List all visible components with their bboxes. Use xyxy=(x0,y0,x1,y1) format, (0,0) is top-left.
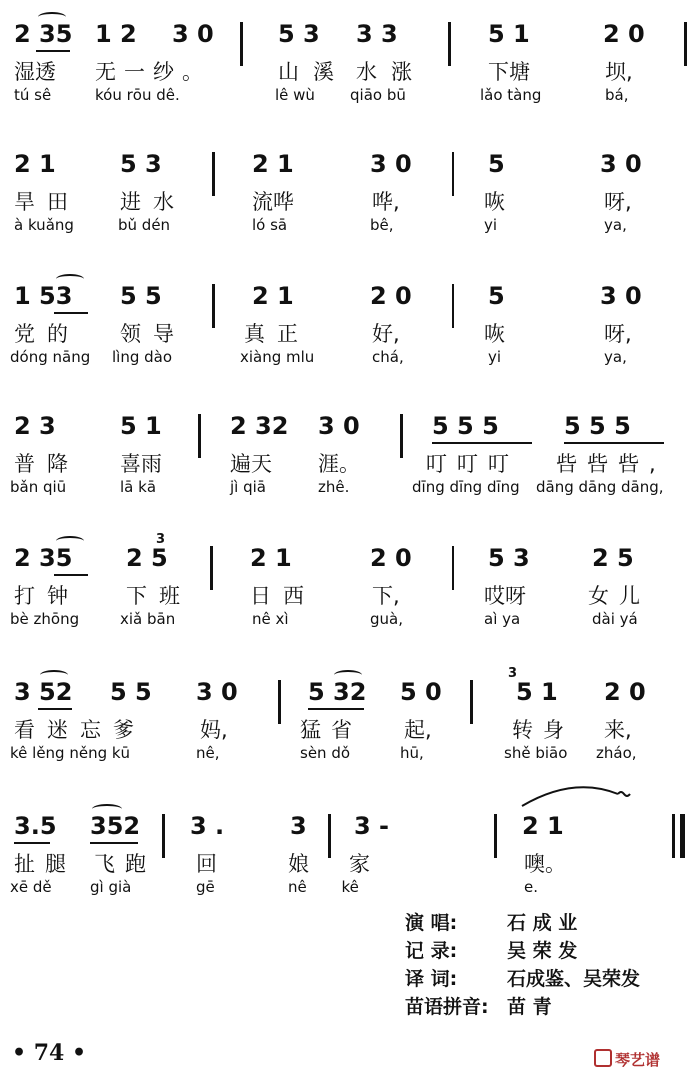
pinyin: lê wù xyxy=(275,86,315,104)
lyric: 下, xyxy=(372,584,400,608)
pinyin: xiàng mlu xyxy=(240,348,315,366)
credit-value: 石成鉴、吴荣发 xyxy=(507,968,641,990)
pinyin: shě biāo xyxy=(504,744,568,762)
lyric: 回 xyxy=(196,852,217,876)
pinyin: guà, xyxy=(370,610,403,628)
pinyin: ló sā xyxy=(252,216,288,234)
lyric: 呀, xyxy=(604,190,632,214)
underline-beat xyxy=(38,708,72,710)
pinyin: aì ya xyxy=(484,610,521,628)
lyric: 猛省 xyxy=(300,718,362,742)
note-group: 5 5 5 xyxy=(564,412,631,440)
pinyin: gì già xyxy=(90,878,132,896)
pinyin: qiāo bū xyxy=(350,86,406,104)
note-group: 3 - xyxy=(354,812,390,840)
watermark-text: 琴艺谱 xyxy=(615,1051,661,1069)
watermark xyxy=(594,1049,660,1070)
pinyin: bǔ dén xyxy=(118,216,171,234)
pinyin: yi xyxy=(488,348,502,366)
slur-mark xyxy=(56,536,84,546)
pinyin: dóng nāng xyxy=(10,348,91,366)
pinyin: chá, xyxy=(372,348,404,366)
pinyin: hū, xyxy=(400,744,424,762)
credit-label: 演 唱: xyxy=(405,912,458,934)
note-group: 2 35 xyxy=(14,544,73,572)
lyric: 咴 xyxy=(484,190,505,214)
pinyin: zhê. xyxy=(318,478,350,496)
lyric: 旱田 xyxy=(14,190,80,214)
lyric: 水涨 xyxy=(356,60,426,84)
pinyin: xē dě xyxy=(10,878,52,896)
note-group: 5 5 xyxy=(110,678,152,706)
slur-mark xyxy=(334,670,362,680)
lyric: 下班 xyxy=(126,584,192,608)
lyric: 进水 xyxy=(120,190,186,214)
lyric: 日西 xyxy=(250,584,316,608)
lyric: 普降 xyxy=(14,452,80,476)
pinyin: à kuǎng xyxy=(14,216,74,234)
slur-mark xyxy=(56,274,84,284)
pinyin: ya, xyxy=(604,216,627,234)
lyric: 飞跑 xyxy=(94,852,156,876)
underline-beat xyxy=(54,312,88,314)
note-group: 5 3 xyxy=(488,544,530,572)
underline-beat xyxy=(564,442,664,444)
note-group: 3.5 xyxy=(14,812,57,840)
note-group: 5 0 xyxy=(400,678,442,706)
pinyin: lā kā xyxy=(120,478,157,496)
pinyin: dāng dāng dāng, xyxy=(536,478,664,496)
pinyin: dài yá xyxy=(592,610,638,628)
underline-beat xyxy=(54,574,88,576)
note-group: 3 0 xyxy=(600,282,642,310)
underline-beat xyxy=(14,842,50,844)
credits-block xyxy=(405,908,665,1020)
note-group: 3 52 xyxy=(14,678,73,706)
pinyin: ya, xyxy=(604,348,627,366)
note-group: 5 3 xyxy=(278,20,320,48)
note-group: 5 xyxy=(488,282,505,310)
lyric: 女儿 xyxy=(588,584,650,608)
underline-beat xyxy=(90,842,138,844)
pinyin: bè zhōng xyxy=(10,610,80,628)
lyric: 噢。 xyxy=(524,852,566,876)
pinyin: yi xyxy=(484,216,498,234)
grace-note: 3 xyxy=(156,532,166,547)
note-group: 5 3 xyxy=(120,150,162,178)
pinyin: zháo, xyxy=(596,744,637,762)
note-group: 3 0 xyxy=(196,678,238,706)
page-number: • 74 • xyxy=(12,1040,87,1066)
note-group: 2 1 xyxy=(14,150,56,178)
lyric: 看迷忘爹 xyxy=(14,718,146,742)
pinyin: sèn dǒ xyxy=(300,744,351,762)
note-group: 352 xyxy=(90,812,141,840)
note-group: 5 1 xyxy=(516,678,558,706)
pinyin: gē xyxy=(196,878,215,896)
lyric: 无一纱。 xyxy=(95,60,211,84)
underline-beat xyxy=(432,442,532,444)
lyric: 来, xyxy=(604,718,632,742)
lyric: 咴 xyxy=(484,322,505,346)
note-group: 3 0 xyxy=(318,412,360,440)
note-group: 5 5 5 xyxy=(432,412,499,440)
note-group: 2 1 xyxy=(252,282,294,310)
pinyin: lìng dào xyxy=(112,348,173,366)
lyric: 妈, xyxy=(200,718,228,742)
pinyin: dīng dīng dīng xyxy=(412,478,520,496)
slur-mark xyxy=(38,12,66,22)
lyric: 遍天 xyxy=(230,452,272,476)
pinyin: bǎn qiū xyxy=(10,478,67,496)
note-group: 1 53 xyxy=(14,282,73,310)
pinyin: e. xyxy=(524,878,538,896)
credit-row xyxy=(405,908,665,936)
note-group: 2 0 xyxy=(603,20,645,48)
note-group: 2 1 xyxy=(252,150,294,178)
lyric: 起, xyxy=(404,718,432,742)
lyric: 流哗 xyxy=(252,190,294,214)
pinyin: jì qiā xyxy=(230,478,266,496)
note-group: 3 xyxy=(290,812,307,840)
slur-mark xyxy=(92,804,122,814)
pinyin: nê, xyxy=(196,744,220,762)
note-group: 5 1 xyxy=(488,20,530,48)
pinyin: bê, xyxy=(370,216,394,234)
pinyin: nê xì xyxy=(252,610,289,628)
lyric: 呰呰呰, xyxy=(556,452,666,476)
pinyin: lǎo tàng xyxy=(480,86,542,104)
lyric: 山溪 xyxy=(278,60,348,84)
lyric: 下塘 xyxy=(488,60,530,84)
note-group: 3 3 xyxy=(356,20,398,48)
underline-beat xyxy=(36,50,70,52)
lyric: 转身 xyxy=(512,718,574,742)
note-group: 3 . xyxy=(190,812,225,840)
lyric: 坝, xyxy=(605,60,633,84)
credit-row xyxy=(405,964,665,992)
note-group: 3 0 xyxy=(600,150,642,178)
note-group: 2 0 xyxy=(370,282,412,310)
watermark-logo-icon xyxy=(594,1049,612,1067)
pinyin: nê kê xyxy=(288,878,359,896)
lyric: 喜雨 xyxy=(120,452,162,476)
note-group: 2 5 xyxy=(592,544,634,572)
pinyin: bá, xyxy=(605,86,629,104)
credit-value: 石 成 业 xyxy=(507,912,578,934)
note-group: 5 1 xyxy=(120,412,162,440)
note-group: 2 35 xyxy=(14,20,73,48)
lyric: 领导 xyxy=(120,322,186,346)
credit-label: 记 录: xyxy=(405,940,458,962)
note-group: 5 5 xyxy=(120,282,162,310)
underline-beat xyxy=(308,708,364,710)
pinyin: kóu rōu dê. xyxy=(95,86,180,104)
note-group: 2 1 xyxy=(250,544,292,572)
note-group: 2 3 xyxy=(14,412,56,440)
pinyin: kê lěng něng kū xyxy=(10,744,131,762)
note-group: 2 32 xyxy=(230,412,289,440)
lyric: 涯。 xyxy=(318,452,360,476)
lyric: 打钟 xyxy=(14,584,80,608)
lyric: 哎呀 xyxy=(484,584,526,608)
lyric: 叮叮叮 xyxy=(426,452,519,476)
credit-value: 吴 荣 发 xyxy=(507,940,578,962)
note-group: 2 0 xyxy=(370,544,412,572)
note-group: 1 2 xyxy=(95,20,137,48)
note-group: 3 0 xyxy=(172,20,214,48)
lyric: 真正 xyxy=(244,322,310,346)
credit-value: 苗 青 xyxy=(507,996,552,1018)
slur-mark xyxy=(40,670,68,680)
lyric: 呀, xyxy=(604,322,632,346)
pinyin: xiǎ bān xyxy=(120,610,176,628)
note-group: 2 1 xyxy=(522,812,564,840)
fermata-slur xyxy=(518,780,638,810)
pinyin: tú sê xyxy=(14,86,52,104)
credit-row xyxy=(405,936,665,964)
credit-row xyxy=(405,992,665,1020)
lyric: 娘家 xyxy=(288,852,410,876)
note-group: 2 0 xyxy=(604,678,646,706)
note-group: 5 32 xyxy=(308,678,367,706)
lyric: 哗, xyxy=(372,190,400,214)
grace-note: 3 xyxy=(508,666,518,681)
credit-label: 译 词: xyxy=(405,968,458,990)
lyric: 好, xyxy=(372,322,400,346)
note-group: 5 xyxy=(488,150,505,178)
note-group: 2 5 xyxy=(126,544,168,572)
lyric: 湿透 xyxy=(14,60,56,84)
lyric: 党的 xyxy=(14,322,80,346)
note-group: 3 0 xyxy=(370,150,412,178)
lyric: 扯腿 xyxy=(14,852,76,876)
credit-label: 苗语拼音: xyxy=(405,996,489,1018)
